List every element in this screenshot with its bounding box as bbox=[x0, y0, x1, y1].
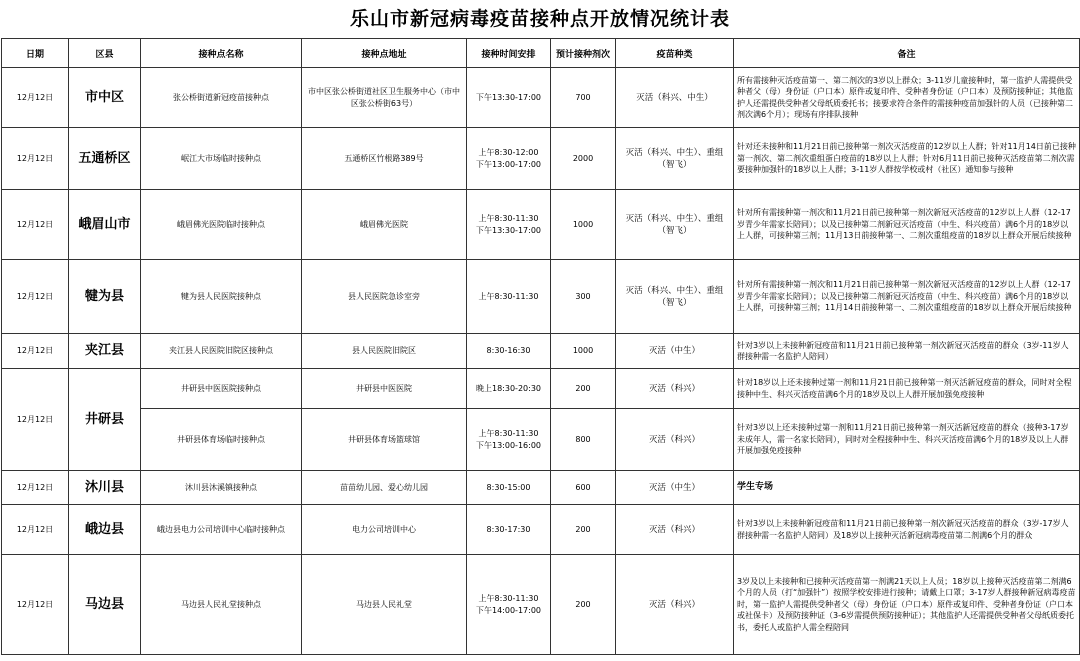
site-address-cell: 五通桥区竹根路389号 bbox=[302, 128, 467, 190]
vaccine-type-cell: 灭活（中生） bbox=[616, 334, 734, 369]
site-name-cell: 峨眉佛光医院临时接种点 bbox=[141, 190, 302, 260]
document-title: 乐山市新冠病毒疫苗接种点开放情况统计表 bbox=[349, 8, 730, 30]
date-cell: 12月12日 bbox=[2, 334, 69, 369]
vaccine-type-cell: 灭活（科兴） bbox=[616, 369, 734, 409]
table-row bbox=[2, 555, 1080, 655]
site-name-cell: 张公桥街道新冠疫苗接种点 bbox=[141, 68, 302, 128]
schedule-cell: 晚上18:30-20:30 bbox=[467, 369, 551, 409]
note-cell: 针对18岁以上还未接种过第一剂和11月21日前已接种第一剂灭活新冠疫苗的群众，同时对全程接种中生、科兴灭活疫苗满6个月的18岁及以上人群开展加强免疫接种 bbox=[734, 369, 1080, 409]
date-cell: 12月12日 bbox=[2, 555, 69, 655]
table-header-row bbox=[2, 39, 1080, 68]
vaccine-type-cell: 灭活（科兴、中生）、重组（智飞） bbox=[616, 260, 734, 334]
site-address-cell: 马边县人民礼堂 bbox=[302, 555, 467, 655]
site-address-cell: 井研县中医医院 bbox=[302, 369, 467, 409]
vaccine-type-cell: 灭活（科兴、中生）、重组（智飞） bbox=[616, 128, 734, 190]
note-cell: 3岁及以上未接种和已接种灭活疫苗第一剂满21天以上人员；18岁以上接种灭活疫苗第二剂满6个月的人员（打“加强针”）按照学校安排进行接种；请戴上口罩；3-17岁人群接种新冠病毒疫苗时，第一监护人需提供受种者父（母）身份证（户口本）原件或复印件、受种者身份证（户口本或社保卡）及预防接种证（3-6岁需提供预防接种证）；其他监护人还需提供受种者父母纸质委托书，委托人或监护人需全程陪同 bbox=[734, 555, 1080, 655]
table-row bbox=[2, 505, 1080, 555]
county-cell: 五通桥区 bbox=[69, 128, 141, 190]
note-cell: 学生专场 bbox=[734, 471, 1080, 505]
county-cell: 犍为县 bbox=[69, 260, 141, 334]
county-cell: 井研县 bbox=[69, 369, 141, 471]
vaccine-type-cell: 灭活（中生） bbox=[616, 471, 734, 505]
site-address-cell: 县人民医院急诊室旁 bbox=[302, 260, 467, 334]
date-cell: 12月12日 bbox=[2, 471, 69, 505]
vaccine-type-cell: 灭活（科兴） bbox=[616, 409, 734, 471]
site-name-cell: 井研县体育场临时接种点 bbox=[141, 409, 302, 471]
date-cell: 12月12日 bbox=[2, 190, 69, 260]
doses-cell: 600 bbox=[551, 471, 616, 505]
note-cell: 针对所有需接种第一剂次和11月21日前已接种第一剂次新冠灭活疫苗的12岁以上人群（12-17岁青少年需家长陪同）；以及已接种第二剂新冠灭活疫苗（中生、科兴疫苗）满6个月的18岁以上人群，可接种第三剂；11月14日前接种第一、二剂次重组疫苗的18岁以上群众开展后续接种 bbox=[734, 260, 1080, 334]
site-address-cell: 市中区张公桥街道社区卫生服务中心（市中区张公桥街63号） bbox=[302, 68, 467, 128]
header-doses: 预计接种剂次 bbox=[551, 39, 616, 68]
table-row bbox=[2, 409, 1080, 471]
schedule-cell: 上午8:30-11:30 下午14:00-17:00 bbox=[467, 555, 551, 655]
schedule-cell: 上午8:30-11:30 bbox=[467, 260, 551, 334]
site-address-cell: 苗苗幼儿园、爱心幼儿园 bbox=[302, 471, 467, 505]
doses-cell: 2000 bbox=[551, 128, 616, 190]
schedule-cell: 下午13:30-17:00 bbox=[467, 68, 551, 128]
note-cell: 针对3岁以上还未接种过第一剂和11月21日前已接种第一剂灭活新冠疫苗的群众（接种3-17岁未成年人，需一名家长陪同），同时对全程接种中生、科兴灭活疫苗满6个月的18岁及以上人群开展加强免疫接种 bbox=[734, 409, 1080, 471]
doses-cell: 1000 bbox=[551, 334, 616, 369]
header-notes: 备注 bbox=[734, 39, 1080, 68]
site-name-cell: 沐川县沐溪镇接种点 bbox=[141, 471, 302, 505]
schedule-cell: 8:30-15:00 bbox=[467, 471, 551, 505]
schedule-cell: 上午8:30-11:30 下午13:30-17:00 bbox=[467, 190, 551, 260]
date-cell: 12月12日 bbox=[2, 128, 69, 190]
vaccination-table bbox=[1, 38, 1080, 655]
doses-cell: 300 bbox=[551, 260, 616, 334]
site-name-cell: 井研县中医医院接种点 bbox=[141, 369, 302, 409]
site-address-cell: 县人民医院旧院区 bbox=[302, 334, 467, 369]
date-cell: 12月12日 bbox=[2, 68, 69, 128]
header-county: 区县 bbox=[69, 39, 141, 68]
site-address-cell: 电力公司培训中心 bbox=[302, 505, 467, 555]
doses-cell: 800 bbox=[551, 409, 616, 471]
date-cell: 12月12日 bbox=[2, 260, 69, 334]
county-cell: 峨眉山市 bbox=[69, 190, 141, 260]
county-cell: 峨边县 bbox=[69, 505, 141, 555]
schedule-cell: 上午8:30-12:00 下午13:00-17:00 bbox=[467, 128, 551, 190]
table-row bbox=[2, 260, 1080, 334]
header-site-address: 接种点地址 bbox=[302, 39, 467, 68]
doses-cell: 200 bbox=[551, 369, 616, 409]
doses-cell: 1000 bbox=[551, 190, 616, 260]
site-address-cell: 井研县体育场篮球馆 bbox=[302, 409, 467, 471]
note-cell: 针对3岁以上未接种新冠疫苗和11月21日前已接种第一剂次新冠灭活疫苗的群众（3岁-17岁人群接种需一名监护人陪同）及18岁以上接种灭活新冠病毒疫苗第二剂满6个月的群众 bbox=[734, 505, 1080, 555]
site-name-cell: 马边县人民礼堂接种点 bbox=[141, 555, 302, 655]
county-cell: 马边县 bbox=[69, 555, 141, 655]
note-cell: 针对所有需接种第一剂次和11月21日前已接种第一剂次新冠灭活疫苗的12岁以上人群（12-17岁青少年需家长陪同）；以及已接种第二剂新冠灭活疫苗（中生、科兴疫苗）满6个月的18岁以上人群，可接种第三剂；11月13日前接种第一、二剂次重组疫苗的18岁以上群众开展后续接种 bbox=[734, 190, 1080, 260]
county-cell: 夹江县 bbox=[69, 334, 141, 369]
table-body bbox=[2, 68, 1080, 655]
schedule-cell: 8:30-17:30 bbox=[467, 505, 551, 555]
schedule-cell: 上午8:30-11:30 下午13:00-16:00 bbox=[467, 409, 551, 471]
note-cell: 所有需接种灭活疫苗第一、第二剂次的3岁以上群众；3-11岁儿童接种时，第一监护人需提供受种者父（母）身份证（户口本）原件或复印件、受种者身份证（户口本）及预防接种证；其他监护人还需提供受种者父母纸质委托书；接要求符合条件的需接种疫苗加强针的人员（已接种第二剂次满6个月）；现场有序排队接种 bbox=[734, 68, 1080, 128]
date-cell: 12月12日 bbox=[2, 505, 69, 555]
doses-cell: 200 bbox=[551, 505, 616, 555]
schedule-cell: 8:30-16:30 bbox=[467, 334, 551, 369]
vaccine-type-cell: 灭活（科兴、中生） bbox=[616, 68, 734, 128]
site-name-cell: 犍为县人民医院接种点 bbox=[141, 260, 302, 334]
table-row bbox=[2, 68, 1080, 128]
vaccine-type-cell: 灭活（科兴） bbox=[616, 505, 734, 555]
table-row bbox=[2, 334, 1080, 369]
site-address-cell: 峨眉佛光医院 bbox=[302, 190, 467, 260]
note-cell: 针对3岁以上未接种新冠疫苗和11月21日前已接种第一剂次新冠灭活疫苗的群众（3岁-11岁人群接种需一名监护人陪同） bbox=[734, 334, 1080, 369]
vaccine-type-cell: 灭活（科兴、中生）、重组（智飞） bbox=[616, 190, 734, 260]
county-cell: 沐川县 bbox=[69, 471, 141, 505]
county-cell: 市中区 bbox=[69, 68, 141, 128]
table-row bbox=[2, 128, 1080, 190]
header-vaccine-type: 疫苗种类 bbox=[616, 39, 734, 68]
vaccine-type-cell: 灭活（科兴） bbox=[616, 555, 734, 655]
header-schedule: 接种时间安排 bbox=[467, 39, 551, 68]
table-row bbox=[2, 471, 1080, 505]
site-name-cell: 岷江大市场临时接种点 bbox=[141, 128, 302, 190]
doses-cell: 200 bbox=[551, 555, 616, 655]
header-date: 日期 bbox=[2, 39, 69, 68]
table-row bbox=[2, 369, 1080, 409]
site-name-cell: 夹江县人民医院旧院区接种点 bbox=[141, 334, 302, 369]
doses-cell: 700 bbox=[551, 68, 616, 128]
table-row bbox=[2, 190, 1080, 260]
site-name-cell: 峨边县电力公司培训中心临时接种点 bbox=[141, 505, 302, 555]
date-cell: 12月12日 bbox=[2, 369, 69, 471]
note-cell: 针对还未接种和11月21日前已接种第一剂次灭活疫苗的12岁以上人群；针对11月14日前已接种第一剂次、第二剂次重组蛋白疫苗的18岁以上人群；针对6月11日前已接种灭活疫苗第二剂次需要接种加强针的18岁以上人群；3-11岁人群按学校或村（社区）通知参与接种 bbox=[734, 128, 1080, 190]
header-site-name: 接种点名称 bbox=[141, 39, 302, 68]
